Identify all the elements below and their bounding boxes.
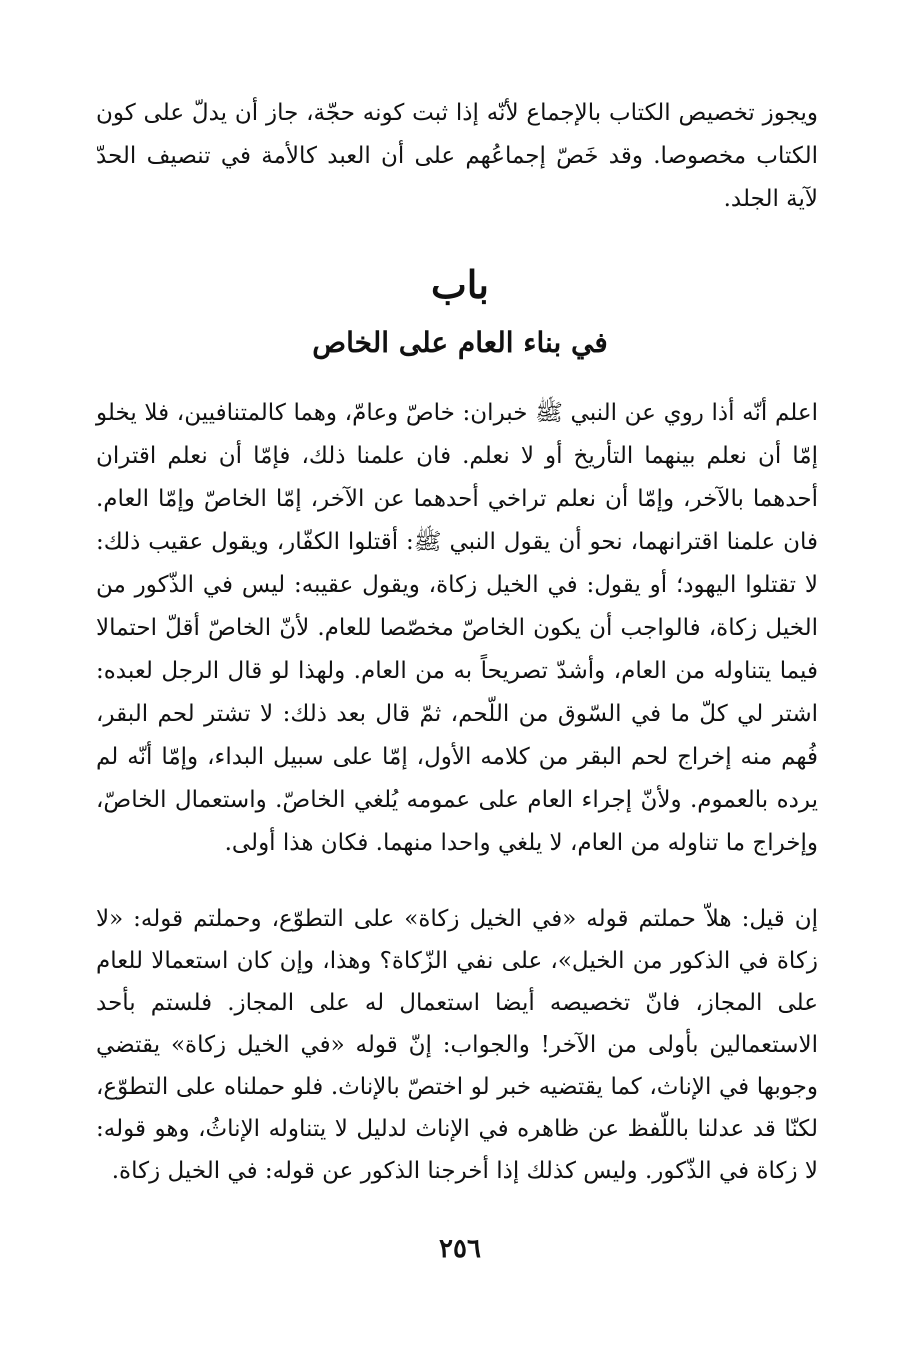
paragraph-main: اعلم أنّه أذا روي عن النبي ﷺ خبران: خاصّ وعامّ، وهما كالمتنافيين، فلا يخلو إمّا أن نعلم بينهما التأريخ أو لا نعلم. فان علمنا ذلك، فإمّا أن نعلم اقتران أحدهما بالآخر، وإمّا أن نعلم تراخي أحدهما عن الآخر، إمّا الخاصّ وإمّا العام. فان علمنا اقترانهما، نحو أن يقول النبي ﷺ: أقتلوا الكفّار، ويقول عقيب ذلك: لا تقتلوا اليهود؛ أو يقول: في الخيل زكاة، ويقول عقيبه: ليس في الذّكور من الخيل زكاة، فالواجب أن يكون الخاصّ مخصّصا للعام. لأنّ الخاصّ أقلّ احتمالا فيما يتناوله من العام، وأشدّ تصريحاً به من العام. ولهذا لو قال الرجل لعبده: اشتر لي كلّ ما في السّوق من اللّحم، ثمّ قال بعد ذلك: لا تشتر لحم البقر، فُهم منه إخراج لحم البقر من كلامه الأول، إمّا على سبيل البداء، وإمّا أنّه لم يرده بالعموم. ولأنّ إجراء العام على عمومه يُلغي الخاصّ. واستعمال الخاصّ، وإخراج ما تناوله من العام، لا يلغي واحدا منهما. فكان هذا أولى. [96,400,818,856]
paragraph-objection: إن قيل: هلاّ حملتم قوله «في الخيل زكاة» على التطوّع، وحملتم قوله: «لا زكاة في الذكور من الخيل»، على نفي الزّكاة؟ وهذا، وإن كان استعمالا للعام على المجاز، فانّ تخصيصه أيضا استعمال له على المجاز. فلستم بأحد الاستعمالين بأولى من الآخر! والجواب: إنّ قوله «في الخيل زكاة» يقتضي وجوبها في الإناث، كما يقتضيه خبر لو اختصّ بالإناث. فلو حملناه على التطوّع، لكنّا قد عدلنا باللّفظ عن ظاهره في الإناث لدليل لا يتناوله الإناثُ، وهو قوله: لا زكاة في الذّكور. وليس كذلك إذا أخرجنا الذكور عن قوله: في الخيل زكاة. [96,906,818,1184]
page-number: ٢٥٦ [439,1234,481,1264]
chapter-subtitle: في بناء العام على الخاص [312,326,608,359]
chapter-title: باب [431,262,489,307]
paragraph-intro: ويجوز تخصيص الكتاب بالإجماع لأنّه إذا ثبت كونه حجّة، جاز أن يدلّ على كون الكتاب مخصوصا. وقد خَصّ إجماعُهم على أن العبد كالأمة في تنصيف الحدّ لآية الجلد. [96,100,818,212]
